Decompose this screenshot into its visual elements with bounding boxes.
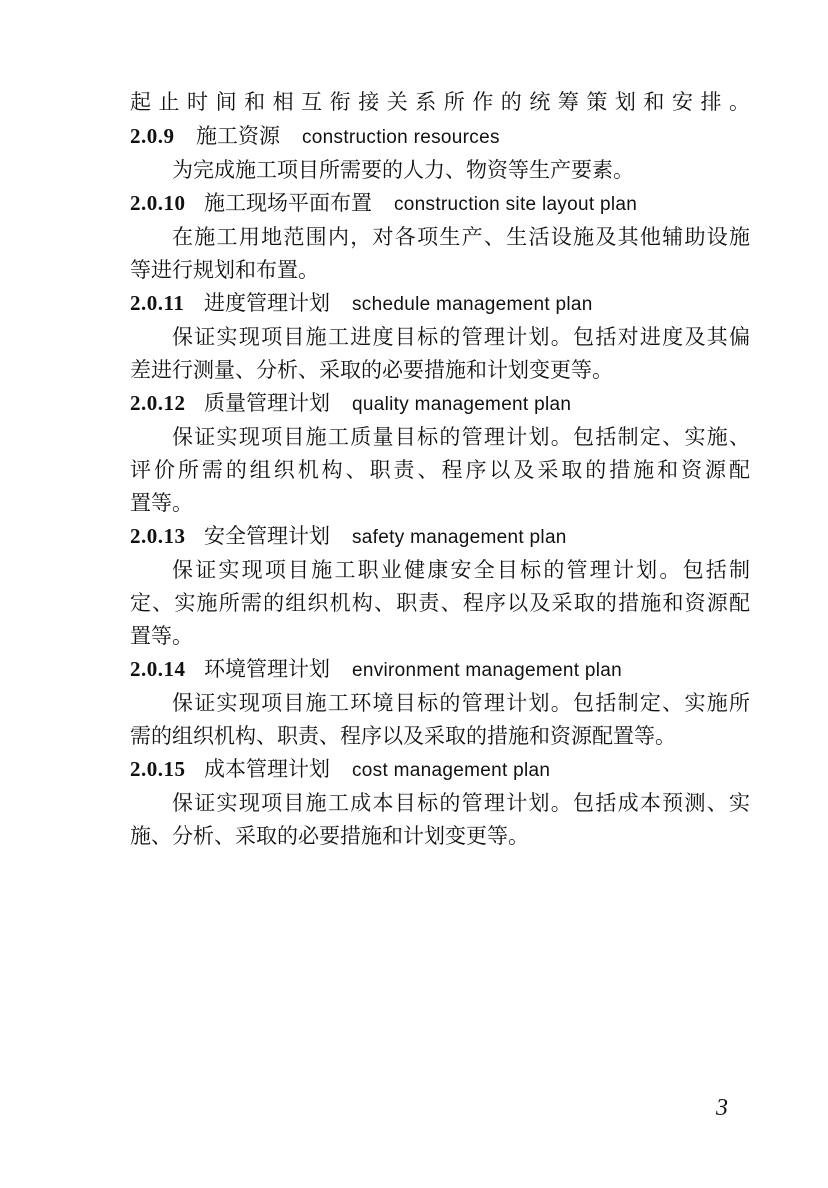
- term-english: cost management plan: [352, 760, 551, 781]
- definition-line: 为完成施工项目所需要的人力、物资等生产要素。: [172, 158, 634, 182]
- definition-line: 施、分析、采取的必要措施和计划变更等。: [130, 824, 529, 848]
- clause-number: 2.0.14: [130, 657, 186, 681]
- term-entry-2-0-12: [130, 388, 750, 418]
- term-chinese: 成本管理计划: [204, 757, 330, 781]
- term-english: construction site layout plan: [394, 194, 638, 215]
- definition-line: 置等。: [130, 491, 193, 515]
- term-english: quality management plan: [352, 394, 572, 415]
- term-chinese: 施工现场平面布置: [204, 191, 372, 215]
- definition-line: 保证实现项目施工成本目标的管理计划。包括成本预测、实: [172, 791, 750, 815]
- page-number: 3: [716, 1095, 728, 1121]
- definition-line: 差进行测量、分析、采取的必要措施和计划变更等。: [130, 358, 613, 382]
- clause-number: 2.0.10: [130, 191, 186, 215]
- definition-line: 保证实现项目施工职业健康安全目标的管理计划。包括制: [172, 558, 750, 582]
- term-entry-2-0-15: [130, 754, 750, 784]
- definition-line: 定、实施所需的组织机构、职责、程序以及采取的措施和资源配: [130, 591, 750, 615]
- term-chinese: 质量管理计划: [204, 391, 330, 415]
- clause-number: 2.0.15: [130, 757, 186, 781]
- clause-number: 2.0.12: [130, 391, 186, 415]
- clause-number: 2.0.11: [130, 291, 185, 315]
- definition-line: 评价所需的组织机构、职责、程序以及采取的措施和资源配: [130, 458, 750, 482]
- definition-line: 在施工用地范围内，对各项生产、生活设施及其他辅助设施: [172, 225, 750, 249]
- continuation-text: 起止时间和相互衔接关系所作的统筹策划和安排。: [130, 90, 750, 114]
- definition-line: 等进行规划和布置。: [130, 258, 319, 282]
- definition-line: 需的组织机构、职责、程序以及采取的措施和资源配置等。: [130, 724, 676, 748]
- term-english: environment management plan: [352, 660, 623, 681]
- definition-line: 保证实现项目施工进度目标的管理计划。包括对进度及其偏: [172, 325, 750, 349]
- definition-line: 保证实现项目施工环境目标的管理计划。包括制定、实施所: [172, 691, 750, 715]
- term-entry-2-0-9: [130, 121, 750, 151]
- clause-number: 2.0.9: [130, 124, 175, 148]
- term-chinese: 进度管理计划: [204, 291, 330, 315]
- term-entry-2-0-14: [130, 654, 750, 684]
- term-english: safety management plan: [352, 527, 567, 548]
- term-entry-2-0-10: [130, 188, 750, 218]
- definition-line: 保证实现项目施工质量目标的管理计划。包括制定、实施、: [172, 425, 750, 449]
- definition-line: 置等。: [130, 624, 193, 648]
- term-chinese: 安全管理计划: [204, 524, 330, 548]
- term-english: construction resources: [302, 127, 500, 148]
- term-entry-2-0-13: [130, 521, 750, 551]
- term-english: schedule management plan: [352, 294, 593, 315]
- term-chinese: 施工资源: [196, 124, 280, 148]
- clause-number: 2.0.13: [130, 524, 186, 548]
- term-entry-2-0-11: [130, 288, 750, 318]
- term-chinese: 环境管理计划: [204, 657, 330, 681]
